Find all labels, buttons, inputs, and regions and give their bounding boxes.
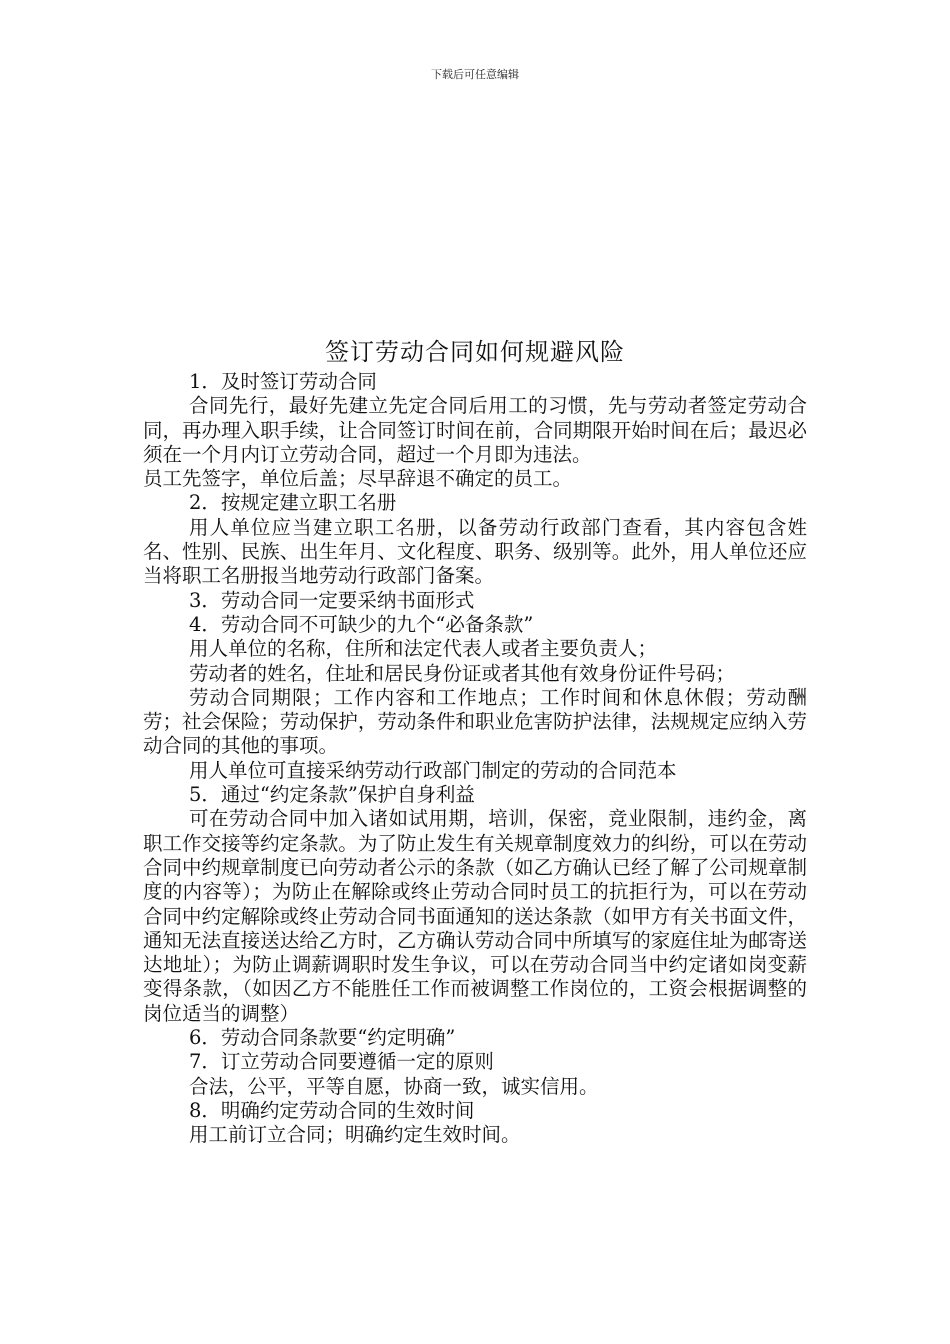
paragraph: 2．按规定建立职工名册 [189,491,397,515]
paragraph: 用工前订立合同；明确约定生效时间。 [189,1123,521,1147]
paragraph: 用人单位应当建立职工名册，以备劳动行政部门查看，其内容包含姓名、性别、民族、出生年月、文化程度、职务、级别等。此外，用人单位还应当将职工名册报当地劳动行政部门备案。 [143,515,807,588]
document-body [143,370,807,1148]
paragraph: 劳动合同期限；工作内容和工作地点；工作时间和休息休假；劳动酬劳；社会保险；劳动保护，劳动条件和职业危害防护法律，法规规定应纳入劳动合同的其他的事项。 [143,685,807,758]
paragraph: 合法，公平，平等自愿，协商一致，诚实信用。 [189,1074,599,1098]
paragraph: 合同先行，最好先建立先定合同后用工的习惯，先与劳动者签定劳动合同，再办理入职手续，让合同签订时间在前，合同期限开始时间在后；最迟必须在一个月内订立劳动合同，超过一个月即为违法。 [143,394,807,466]
paragraph: 用人单位的名称，住所和法定代表人或者主要负责人； [189,637,658,661]
paragraph: 7．订立劳动合同要遵循一定的原则 [189,1050,494,1074]
paragraph: 员工先签字，单位后盖；尽早辞退不确定的员工。 [143,467,573,491]
paragraph: 可在劳动合同中加入诸如试用期，培训，保密，竞业限制，违约金，离职工作交接等约定条款。为了防止发生有关规章制度效力的纠纷，可以在劳动合同中约规章制度已向劳动者公示的条款（如乙方确认已经了解了公司规章制度的内容等）；为防止在解除或终止劳动合同时员工的抗拒行为，可以在劳动合同中约定解除或终止劳动合同书面通知的送达条款（如甲方有关书面文件，通知无法直接送达给乙方时，乙方确认劳动合同中所填写的家庭住址为邮寄送达地址）；为防止调薪调职时发生争议，可以在劳动合同当中约定诸如岗变薪变得条款，（如因乙方不能胜任工作而被调整工作岗位的，工资会根据调整的岗位适当的调整） [143,807,807,1025]
header-note: 下载后可任意编辑 [431,68,519,81]
paragraph: 3．劳动合同一定要采纳书面形式 [189,588,475,612]
paragraph: 1．及时签订劳动合同 [189,370,377,393]
paragraph: 5．通过“约定条款”保护自身利益 [189,783,475,807]
paragraph: 8．明确约定劳动合同的生效时间 [189,1098,475,1122]
paragraph: 6．劳动合同条款要“约定明确” [189,1026,456,1050]
paragraph: 用人单位可直接采纳劳动行政部门制定的劳动的合同范本 [189,758,677,782]
paragraph: 劳动者的姓名，住址和居民身份证或者其他有效身份证件号码； [189,661,736,685]
document-title: 签订劳动合同如何规避风险 [325,338,625,366]
paragraph: 4．劳动合同不可缺少的九个“必备条款” [189,612,534,636]
